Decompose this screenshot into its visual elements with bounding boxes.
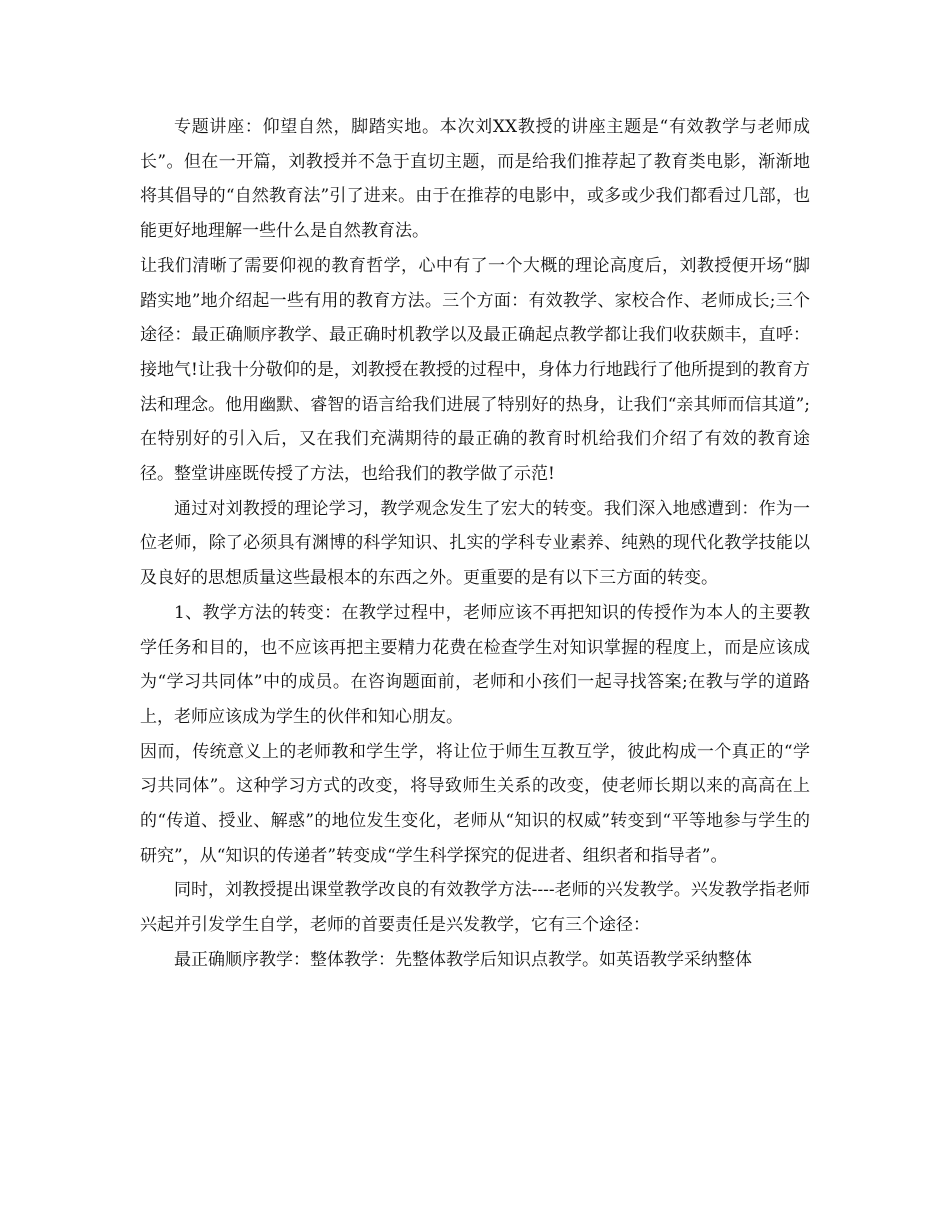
paragraph-5: 因而，传统意义上的老师教和学生学，将让位于师生互教互学，彼此构成一个真正的“学习共同体”。这种学习方式的改变，将导致师生关系的改变，使老师长期以来的高高在上的“传道、授业、解惑”的地位发生变化，老师从“知识的权威”转变到“平等地参与学生的研究”，从“知识的传递者”转变成“学生科学探究的促进者、组织者和指导者”。 xyxy=(140,741,810,866)
paragraph-7: 最正确顺序教学：整体教学：先整体教学后知识点教学。如英语教学采纳整体 xyxy=(174,949,752,970)
paragraph-3: 通过对刘教授的理论学习，教学观念发生了宏大的转变。我们深入地感遭到：作为一位老师，除了必须具有渊博的科学知识、扎实的学科专业素养、纯熟的现代化教学技能以及良好的思想质量这些最根本的东西之外。更重要的是有以下三方面的转变。 xyxy=(140,498,810,589)
paragraph-2: 让我们清晰了需要仰视的教育哲学，心中有了一个大概的理论高度后，刘教授便开场“脚踏实地”地介绍起一些有用的教育方法。三个方面：有效教学、家校合作、老师成长;三个途径：最正确顺序教学、最正确时机教学以及最正确起点教学都让我们收获颇丰，直呼：接地气!让我十分敬仰的是，刘教授在教授的过程中，身体力行地践行了他所提到的教育方法和理念。他用幽默、睿智的语言给我们进展了特别好的热身，让我们“亲其师而信其道”;在特别好的引入后，又在我们充满期待的最正确的教育时机给我们介绍了有效的教育途径。整堂讲座既传授了方法，也给我们的教学做了示范! xyxy=(140,255,810,485)
paragraph-1: 专题讲座：仰望自然，脚踏实地。本次刘XX教授的讲座主题是“有效教学与老师成长”。但在一开篇，刘教授并不急于直切主题，而是给我们推荐起了教育类电影，渐渐地将其倡导的“自然教育法”引了进来。由于在推荐的电影中，或多或少我们都看过几部，也能更好地理解一些什么是自然教育法。 xyxy=(140,117,810,242)
document-body xyxy=(140,110,810,978)
paragraph-4: 1、教学方法的转变：在教学过程中，老师应该不再把知识的传授作为本人的主要教学任务和目的，也不应该再把主要精力花费在检查学生对知识掌握的程度上，而是应该成为“学习共同体”中的成员。在咨询题面前，老师和小孩们一起寻找答案;在教与学的道路上，老师应该成为学生的伙伴和知心朋友。 xyxy=(140,602,810,727)
paragraph-6: 同时，刘教授提出课堂教学改良的有效教学方法----老师的兴发教学。兴发教学指老师兴起并引发学生自学，老师的首要责任是兴发教学，它有三个途径： xyxy=(140,880,810,936)
